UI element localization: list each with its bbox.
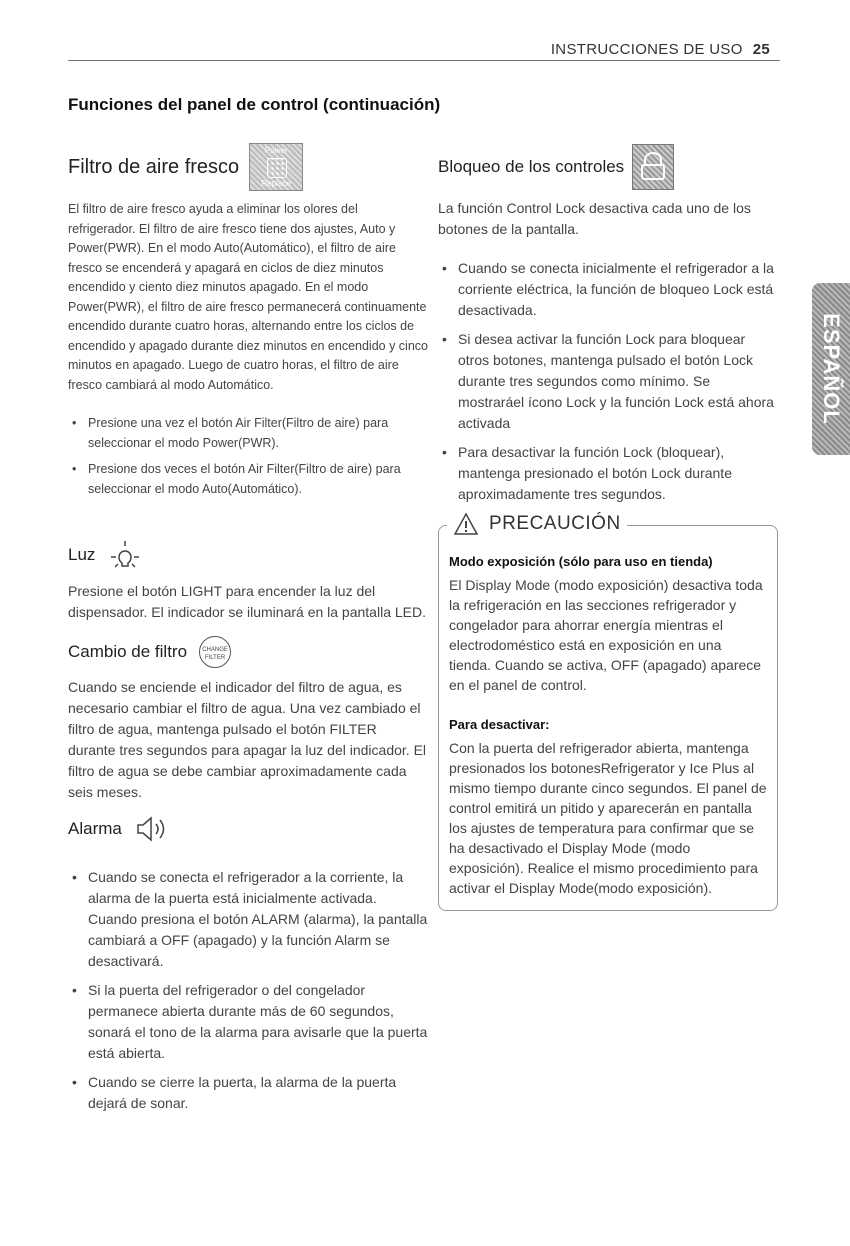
deactivate-text: Con la puerta del refrigerador abierta, mantenga presionados los botonesRefrigerator y Ice Plus al mismo tiempo durante cinco segundos. El panel de control emitirá un pitido y aparecerán en pantalla los ajustes de temperatura para confirmar que se ha desactivado el Display Mode (modo exposición). Realice el mismo procedimiento para activar el Display Mode(modo exposición). bbox=[449, 740, 767, 896]
alarma-bullets bbox=[68, 867, 428, 1114]
header-divider bbox=[68, 60, 780, 61]
filter-grid-icon bbox=[267, 158, 287, 178]
language-side-tab bbox=[812, 283, 850, 455]
filtro-bullets bbox=[68, 413, 428, 499]
bloqueo-title: Bloqueo de los controles bbox=[438, 157, 625, 176]
list-item: • Para desactivar la función Lock (bloquear), mantenga presionado el botón Lock durante aproximadamente tres segundos. bbox=[438, 442, 778, 505]
page-number: 25 bbox=[752, 41, 770, 58]
bloqueo-paragraph: La función Control Lock desactiva cada uno de los botones de la pantalla. bbox=[438, 200, 751, 237]
luz-title: Luz bbox=[68, 545, 96, 564]
header-section: INSTRUCCIONES DE USO bbox=[550, 41, 743, 58]
cambio-paragraph: Cuando se enciende el indicador del filtro de agua, es necesario cambiar el filtro de agua. Una vez cambiado el filtro de agua, mantenga pulsado el botón FILTER durante tres segundos para apagar la luz del indicador. El filtro de agua se debe cambiar aproximadamente cada seis meses. bbox=[68, 679, 427, 800]
list-item: • Presione una vez el botón Air Filter(Filtro de aire) para seleccionar el modo Power(PWR). bbox=[68, 413, 428, 453]
list-item: • Cuando se conecta inicialmente el refrigerador a la corriente eléctrica, la función de bloqueo Lock está desactivada. bbox=[438, 258, 778, 321]
language-side-tab-label: ESPAÑOL bbox=[819, 313, 844, 425]
caution-title bbox=[447, 512, 627, 536]
display-mode-text: El Display Mode (modo exposición) desactiva toda la refrigeración en las secciones refrigerador y congelador para ahorrar energía mientras el electrodoméstico está en exposición en una tienda. Cuando se activa, OFF (apagado) aparece en el panel de control. bbox=[449, 577, 763, 693]
light-bulb-icon bbox=[105, 537, 145, 573]
bloqueo-heading bbox=[438, 142, 778, 192]
display-mode-heading: Modo exposición (sólo para uso en tienda) bbox=[449, 554, 713, 569]
list-item: • Si la puerta del refrigerador o del congelador permanece abierta durante más de 60 segundos, sonará el tono de la alarma para avisarle que la puerta está abierta. bbox=[68, 980, 428, 1064]
right-column bbox=[438, 140, 778, 911]
cambio-heading bbox=[68, 633, 428, 671]
caution-title-text: PRECAUCIÓN bbox=[489, 513, 621, 534]
filtro-title: Filtro de aire fresco bbox=[68, 155, 240, 178]
main-heading: Funciones del panel de control (continuación) bbox=[68, 95, 441, 114]
warning-icon bbox=[453, 512, 479, 536]
deactivate-heading: Para desactivar: bbox=[449, 717, 550, 732]
change-filter-icon bbox=[199, 636, 231, 668]
caution-box bbox=[438, 513, 778, 911]
cambio-title: Cambio de filtro bbox=[68, 642, 188, 661]
alarma-title: Alarma bbox=[68, 819, 122, 838]
lock-icon bbox=[632, 144, 674, 190]
list-item: • Si desea activar la función Lock para bloquear otros botones, mantenga pulsado el botón Lock durante tres segundos como mínimo. Se mostraráel ícono Lock y la función Lock está ahora activada bbox=[438, 329, 778, 434]
filtro-paragraph: El filtro de aire fresco ayuda a eliminar los olores del refrigerador. El filtro de aire fresco tiene dos ajustes, Auto y Power(PWR). En el modo Auto(Automático), el filtro de aire fresco se encenderá y apagará en ciclos de diez minutos encendido y ciento diez minutos apagado. En el modo Power(PWR), el filtro de aire fresco permanecerá continuamente encendido durante cuatro horas, alternando entre los ciclos de encendido y apagado durante diez minutos en encendido y cinco minutos en apagado. Luego de cuatro horas, el filtro de aire fresco cambiará al modo Automático. bbox=[68, 202, 428, 392]
luz-paragraph: Presione el botón LIGHT para encender la luz del dispensador. El indicador se iluminará en la pantalla LED. bbox=[68, 583, 426, 620]
list-item: • Cuando se cierre la puerta, la alarma de la puerta dejará de sonar. bbox=[68, 1072, 428, 1114]
left-column bbox=[68, 140, 428, 1122]
list-item: • Cuando se conecta el refrigerador a la corriente, la alarma de la puerta está inicialmente activada. Cuando presiona el botón ALARM (alarma), la pantalla cambiará a OFF (apagado) y la función Alarm se desactivará. bbox=[68, 867, 428, 972]
list-item: • Presione dos veces el botón Air Filter(Filtro de aire) para seleccionar el modo Auto(Automático). bbox=[68, 459, 428, 499]
change-filter-icon-label: CHANGE FILTER bbox=[202, 647, 228, 661]
air-filter-icon-top-label: Power bbox=[264, 146, 288, 155]
header-text bbox=[551, 41, 770, 58]
luz-heading bbox=[68, 535, 428, 575]
filtro-heading bbox=[68, 142, 428, 192]
air-filter-icon-bottom-label: Replace bbox=[261, 179, 291, 188]
speaker-icon bbox=[132, 814, 176, 844]
bloqueo-bullets bbox=[438, 258, 778, 505]
alarma-heading bbox=[68, 809, 428, 849]
air-filter-icon bbox=[249, 143, 303, 191]
padlock-icon bbox=[637, 151, 669, 183]
